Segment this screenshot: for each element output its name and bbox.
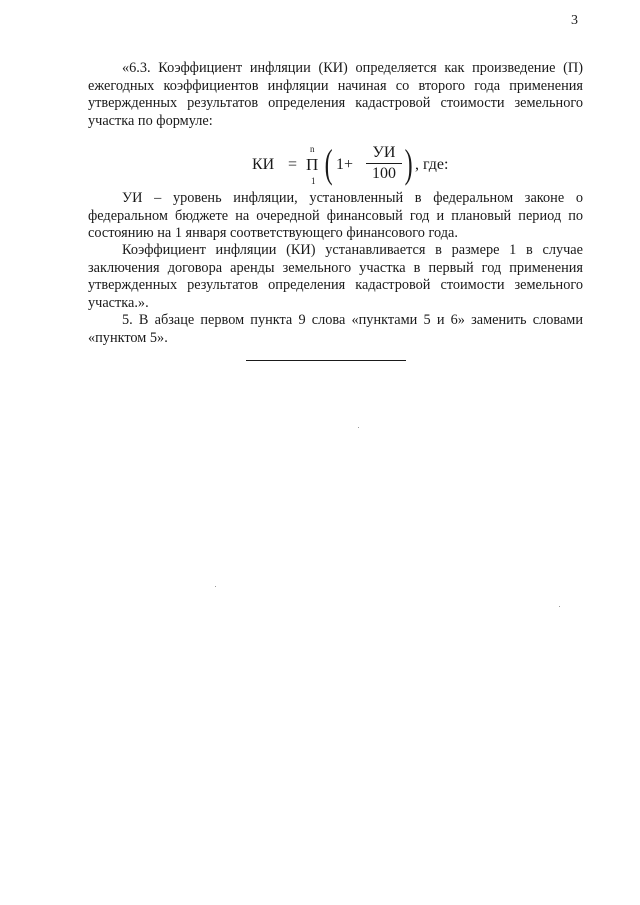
scan-speck [215,586,216,587]
formula-left-paren: ( [324,141,333,186]
formula-product-symbol: П [306,155,319,174]
formula-fraction [366,144,402,183]
formula-fraction-bar [366,163,402,164]
paragraph-ui-definition: УИ – уровень инфляции, установленный в федеральном законе о федеральном бюджете на очередной финансовый год и плановый период по состоянию на 1 января соответствующего финансового года. [88,190,583,241]
inflation-formula [252,142,452,192]
scan-speck [358,427,359,428]
paragraph-amendment: 5. В абзаце первом пункта 9 слова «пунктами 5 и 6» заменить словами «пунктом 5». [88,312,583,346]
paragraph-ki-condition: Коэффициент инфляции (КИ) устанавливается в размере 1 в случае заключения договора аренды земельного участка в первый год применения утвержденных результатов определения кадастровой стоимости земельного участка.». [88,242,583,311]
formula-right-paren: ) [404,141,413,186]
formula-product-lower: 1 [311,176,316,186]
formula-suffix: , где: [415,156,449,173]
formula-numerator: УИ [372,144,396,161]
paragraph-definition: «6.3. Коэффициент инфляции (КИ) определяется как произведение (П) ежегодных коэффициентов инфляции начиная со второго года применения утвержденных результатов определения кадастровой стоимости земельного участка по формуле: [88,60,583,129]
scan-speck [559,606,560,607]
page-number: 3 [571,13,578,28]
formula-equals: = [288,156,298,173]
formula-lhs: КИ [252,156,275,173]
formula-one-plus: 1+ [336,156,354,173]
formula-product-upper: n [310,144,315,154]
formula-denominator: 100 [372,165,396,182]
end-divider [246,360,406,361]
